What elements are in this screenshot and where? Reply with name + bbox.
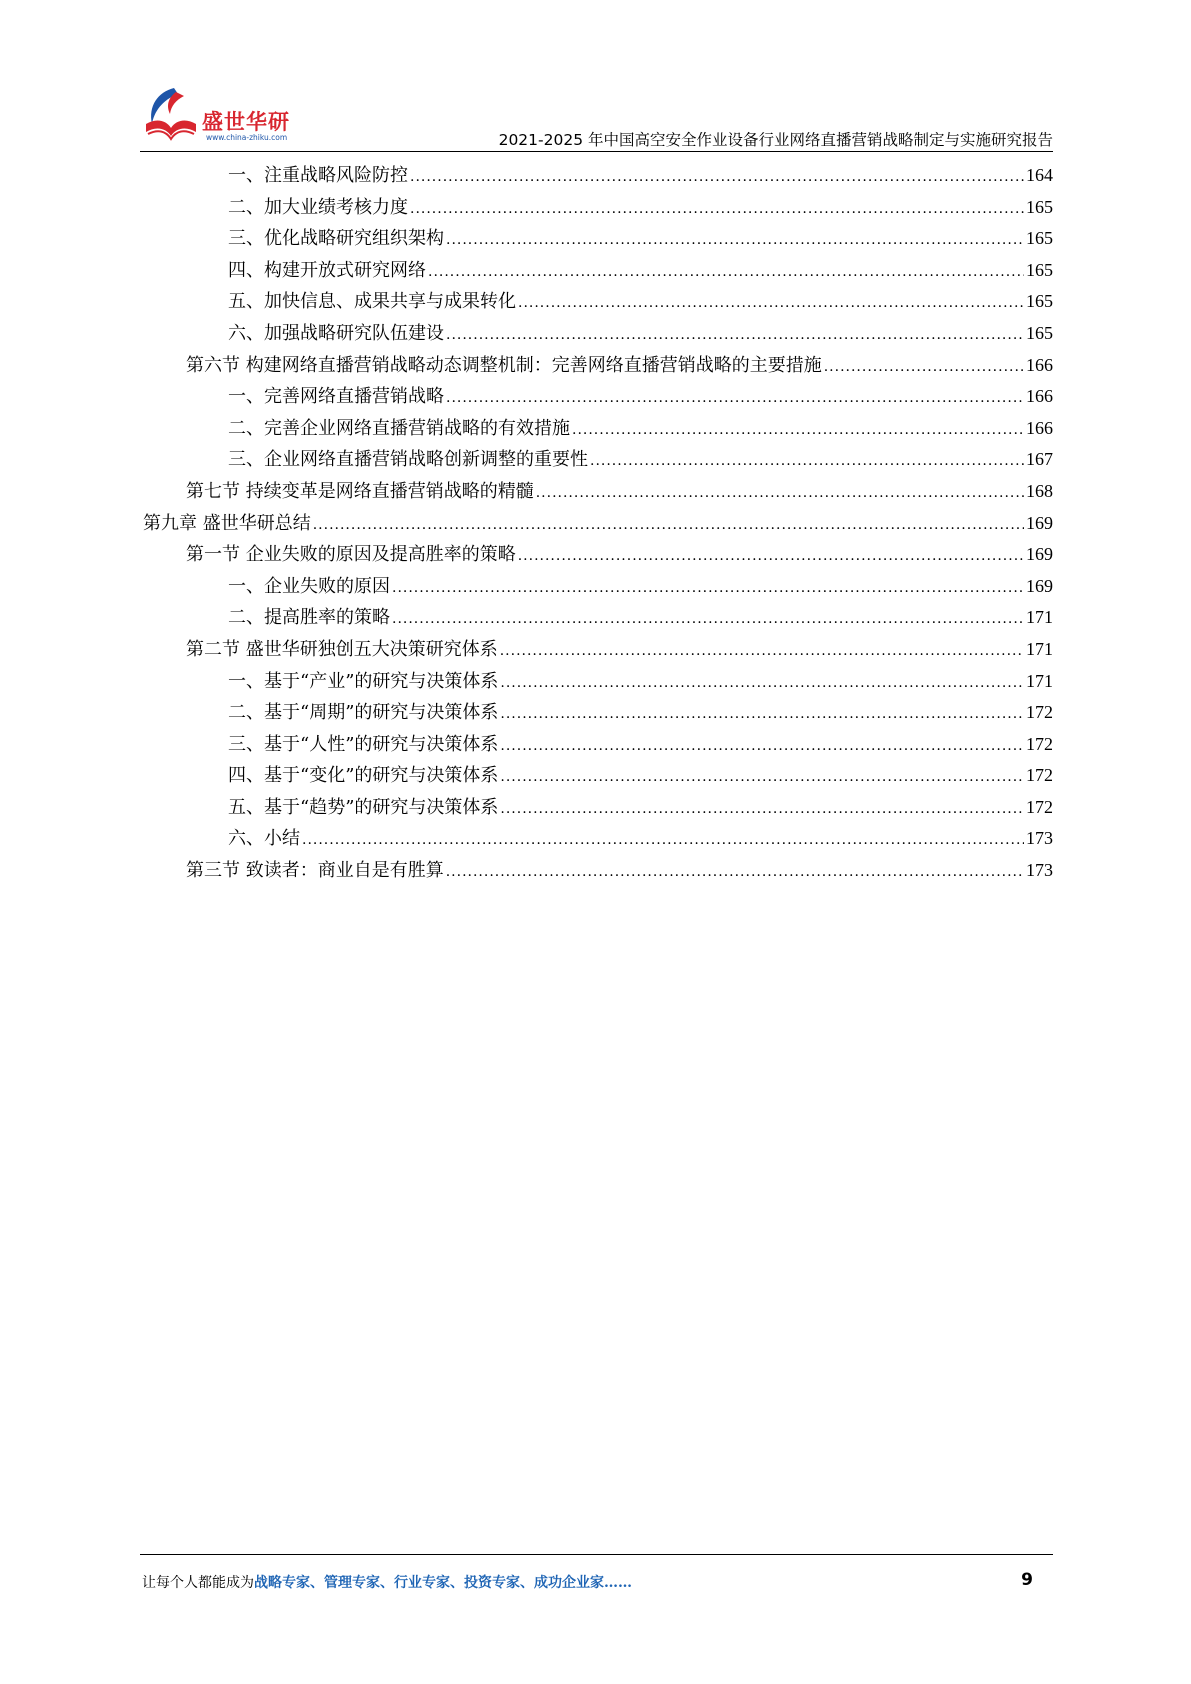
toc-entry-page: 165 bbox=[1026, 196, 1053, 217]
toc-entry-title: 四、基于“变化”的研究与决策体系 bbox=[228, 765, 499, 787]
toc-entry-title: 三、基于“人性”的研究与决策体系 bbox=[228, 733, 499, 755]
toc-entry[interactable] bbox=[143, 413, 1053, 445]
toc-entry[interactable] bbox=[143, 444, 1053, 476]
toc-entry-page: 169 bbox=[1026, 512, 1053, 533]
toc-entry[interactable] bbox=[143, 602, 1053, 634]
toc-dot-leader bbox=[518, 541, 1024, 573]
toc-dot-leader bbox=[428, 257, 1024, 289]
toc-dot-leader bbox=[446, 383, 1024, 415]
toc-entry-page: 168 bbox=[1026, 480, 1053, 501]
toc-entry-title: 二、加大业绩考核力度 bbox=[228, 196, 408, 218]
toc-entry-page: 166 bbox=[1026, 386, 1053, 407]
toc-entry-page: 166 bbox=[1026, 354, 1053, 375]
toc-entry[interactable] bbox=[143, 823, 1053, 855]
toc-entry-title: 五、基于“趋势”的研究与决策体系 bbox=[228, 796, 499, 818]
toc-dot-leader bbox=[410, 162, 1024, 194]
toc-entry-page: 171 bbox=[1026, 670, 1053, 691]
toc-dot-leader bbox=[392, 573, 1024, 605]
toc-entry-page: 172 bbox=[1026, 733, 1053, 754]
logo-book-icon bbox=[140, 84, 202, 146]
toc-entry-title: 第三节 致读者：商业自是有胜算 bbox=[186, 860, 444, 882]
toc-entry-page: 171 bbox=[1026, 638, 1053, 659]
footer-slogan-highlight: 战略专家、管理专家、行业专家、投资专家、成功企业家…… bbox=[254, 1575, 632, 1591]
toc-entry-title: 二、完善企业网络直播营销战略的有效措施 bbox=[228, 417, 570, 439]
footer-divider bbox=[140, 1554, 1053, 1555]
toc-entry[interactable] bbox=[143, 223, 1053, 255]
toc-entry[interactable] bbox=[143, 571, 1053, 603]
toc-dot-leader bbox=[313, 510, 1024, 542]
toc-entry-page: 171 bbox=[1026, 607, 1053, 628]
toc-entry-page: 173 bbox=[1026, 860, 1053, 881]
toc-entry[interactable] bbox=[143, 508, 1053, 540]
toc-entry-title: 第二节 盛世华研独创五大决策研究体系 bbox=[186, 638, 498, 660]
toc-entry[interactable] bbox=[143, 350, 1053, 382]
toc-entry-page: 172 bbox=[1026, 765, 1053, 786]
toc-entry-title: 一、注重战略风险防控 bbox=[228, 165, 408, 186]
toc-entry[interactable] bbox=[143, 318, 1053, 350]
toc-dot-leader bbox=[410, 194, 1024, 226]
toc-dot-leader bbox=[518, 288, 1024, 320]
page-footer bbox=[140, 1554, 1053, 1591]
toc-dot-leader bbox=[446, 857, 1024, 889]
toc-entry-title: 二、基于“周期”的研究与决策体系 bbox=[228, 702, 499, 724]
toc-entry[interactable] bbox=[143, 192, 1053, 224]
toc-dot-leader bbox=[590, 446, 1024, 478]
toc-entry[interactable] bbox=[143, 697, 1053, 729]
document-title: 2021-2025 年中国高空安全作业设备行业网络直播营销战略制定与实施研究报告 bbox=[498, 131, 1053, 149]
toc-dot-leader bbox=[500, 794, 1024, 826]
toc-entry-title: 四、构建开放式研究网络 bbox=[228, 259, 426, 281]
footer-slogan bbox=[142, 1572, 632, 1592]
toc-dot-leader bbox=[500, 699, 1024, 731]
toc-entry-title: 六、小结 bbox=[228, 828, 300, 850]
page-header bbox=[140, 76, 1053, 152]
toc-dot-leader bbox=[824, 352, 1024, 384]
company-logo bbox=[140, 84, 350, 146]
toc-entry-page: 173 bbox=[1026, 828, 1053, 849]
toc-dot-leader bbox=[500, 731, 1024, 763]
toc-dot-leader bbox=[536, 478, 1024, 510]
toc-entry-title: 一、企业失败的原因 bbox=[228, 575, 390, 597]
toc-entry-page: 172 bbox=[1026, 796, 1053, 817]
toc-dot-leader bbox=[446, 225, 1024, 257]
toc-dot-leader bbox=[500, 668, 1024, 700]
toc-entry-title: 一、完善网络直播营销战略 bbox=[228, 386, 444, 408]
toc-entry[interactable] bbox=[143, 160, 1053, 192]
toc-entry-title: 五、加快信息、成果共享与成果转化 bbox=[228, 291, 516, 313]
toc-entry-page: 166 bbox=[1026, 417, 1053, 438]
toc-entry-title: 二、提高胜率的策略 bbox=[228, 607, 390, 629]
toc-entry-title: 三、企业网络直播营销战略创新调整的重要性 bbox=[228, 449, 588, 471]
toc-entry[interactable] bbox=[143, 760, 1053, 792]
toc-dot-leader bbox=[500, 762, 1024, 794]
toc-entry-title: 一、基于“产业”的研究与决策体系 bbox=[228, 670, 499, 692]
toc-entry-page: 169 bbox=[1026, 544, 1053, 565]
toc-entry[interactable] bbox=[143, 476, 1053, 508]
toc-entry-title: 六、加强战略研究队伍建设 bbox=[228, 322, 444, 344]
toc-dot-leader bbox=[572, 415, 1024, 447]
toc-entry[interactable] bbox=[143, 634, 1053, 666]
toc-entry[interactable] bbox=[143, 255, 1053, 287]
toc-entry[interactable] bbox=[143, 286, 1053, 318]
toc-dot-leader bbox=[500, 636, 1024, 668]
logo-name: 盛世华研 bbox=[202, 110, 290, 134]
toc-entry-page: 165 bbox=[1026, 259, 1053, 280]
toc-entry-title: 第九章 盛世华研总结 bbox=[143, 512, 311, 534]
page-number: 9 bbox=[1021, 1570, 1033, 1590]
footer-slogan-lead: 让每个人都能成为 bbox=[142, 1575, 254, 1591]
toc-entry[interactable] bbox=[143, 729, 1053, 761]
toc-entry[interactable] bbox=[143, 666, 1053, 698]
table-of-contents bbox=[143, 160, 1053, 887]
toc-entry-title: 第七节 持续变革是网络直播营销战略的精髓 bbox=[186, 480, 534, 502]
toc-entry[interactable] bbox=[143, 855, 1053, 887]
toc-entry[interactable] bbox=[143, 792, 1053, 824]
toc-entry[interactable] bbox=[143, 539, 1053, 571]
toc-dot-leader bbox=[302, 825, 1024, 857]
toc-entry-title: 第一节 企业失败的原因及提高胜率的策略 bbox=[186, 544, 516, 566]
toc-entry-page: 164 bbox=[1026, 165, 1053, 185]
toc-entry-title: 三、优化战略研究组织架构 bbox=[228, 228, 444, 250]
toc-dot-leader bbox=[446, 320, 1024, 352]
toc-entry-page: 167 bbox=[1026, 449, 1053, 470]
toc-entry-page: 165 bbox=[1026, 228, 1053, 249]
toc-entry-page: 165 bbox=[1026, 291, 1053, 312]
toc-entry-page: 172 bbox=[1026, 702, 1053, 723]
toc-entry[interactable] bbox=[143, 381, 1053, 413]
toc-entry-title: 第六节 构建网络直播营销战略动态调整机制：完善网络直播营销战略的主要措施 bbox=[186, 354, 822, 376]
header-divider bbox=[140, 151, 1053, 152]
toc-dot-leader bbox=[392, 604, 1024, 636]
logo-url: www.china-zhiku.com bbox=[206, 133, 288, 142]
toc-entry-page: 165 bbox=[1026, 322, 1053, 343]
toc-entry-page: 169 bbox=[1026, 575, 1053, 596]
